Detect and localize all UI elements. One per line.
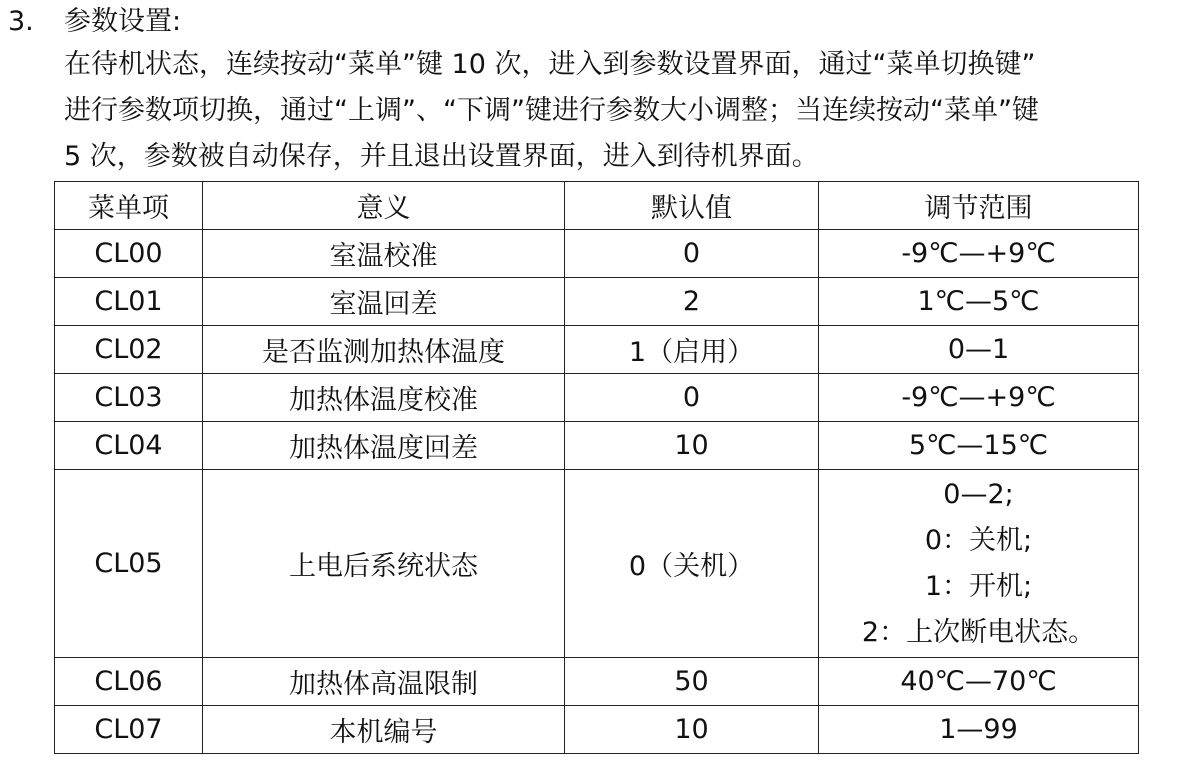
- cell-menu-item: CL00: [55, 230, 203, 278]
- table-row: [55, 658, 1139, 706]
- section-number: 3.: [8, 6, 34, 37]
- table-row: [55, 422, 1139, 470]
- table-header-row: [55, 182, 1139, 230]
- table-row: [55, 326, 1139, 374]
- table-row: [55, 230, 1139, 278]
- cell-default: 10: [565, 422, 819, 470]
- range-line: 2：上次断电状态。: [861, 616, 1096, 648]
- section-heading: [8, 2, 181, 42]
- cell-menu-item: CL04: [55, 422, 203, 470]
- cell-default: 0: [565, 230, 819, 278]
- cell-range: -9℃—+9℃: [819, 230, 1139, 278]
- cell-menu-item: CL02: [55, 326, 203, 374]
- header-adjust-range: 调节范围: [819, 182, 1139, 230]
- cell-range: 5℃—15℃: [819, 422, 1139, 470]
- range-line: 0—2;: [943, 478, 1014, 510]
- cell-menu-item: CL01: [55, 278, 203, 326]
- cell-default: 0（关机）: [565, 470, 819, 658]
- table-row: [55, 470, 1139, 658]
- paragraph-line: 进行参数项切换，通过“上调”、“下调”键进行参数大小调整；当连续按动“菜单”键: [64, 95, 1039, 126]
- table-row: [55, 374, 1139, 422]
- cell-range: -9℃—+9℃: [819, 374, 1139, 422]
- cell-menu-item: CL05: [55, 470, 203, 658]
- paragraph-line: 5 次，参数被自动保存，并且退出设置界面，进入到待机界面。: [64, 141, 819, 172]
- range-line: 1：开机;: [924, 570, 1033, 602]
- table-row: [55, 278, 1139, 326]
- cell-meaning: 加热体温度校准: [203, 374, 565, 422]
- cell-default: 0: [565, 374, 819, 422]
- cell-meaning: 上电后系统状态: [203, 470, 565, 658]
- cell-meaning: 室温回差: [203, 278, 565, 326]
- cell-meaning: 是否监测加热体温度: [203, 326, 565, 374]
- header-menu-item: 菜单项: [55, 182, 203, 230]
- cell-default: 10: [565, 706, 819, 754]
- cell-default: 2: [565, 278, 819, 326]
- cell-default: 50: [565, 658, 819, 706]
- cell-range-multiline: [819, 470, 1139, 658]
- cell-range: 1—99: [819, 706, 1139, 754]
- cell-range: 40℃—70℃: [819, 658, 1139, 706]
- table-row: [55, 706, 1139, 754]
- section-title: 参数设置:: [64, 6, 182, 37]
- cell-range: 0—1: [819, 326, 1139, 374]
- instruction-paragraph: [64, 42, 1200, 180]
- cell-meaning: 加热体温度回差: [203, 422, 565, 470]
- header-meaning: 意义: [203, 182, 565, 230]
- paragraph-line: 在待机状态，连续按动“菜单”键 10 次，进入到参数设置界面，通过“菜单切换键”: [64, 49, 1036, 80]
- cell-meaning: 加热体高温限制: [203, 658, 565, 706]
- cell-range: 1℃—5℃: [819, 278, 1139, 326]
- cell-menu-item: CL03: [55, 374, 203, 422]
- range-line: 0：关机;: [924, 524, 1033, 556]
- parameter-table: [54, 181, 1139, 754]
- cell-menu-item: CL07: [55, 706, 203, 754]
- cell-default: 1（启用）: [565, 326, 819, 374]
- cell-meaning: 本机编号: [203, 706, 565, 754]
- cell-meaning: 室温校准: [203, 230, 565, 278]
- cell-menu-item: CL06: [55, 658, 203, 706]
- header-default-value: 默认值: [565, 182, 819, 230]
